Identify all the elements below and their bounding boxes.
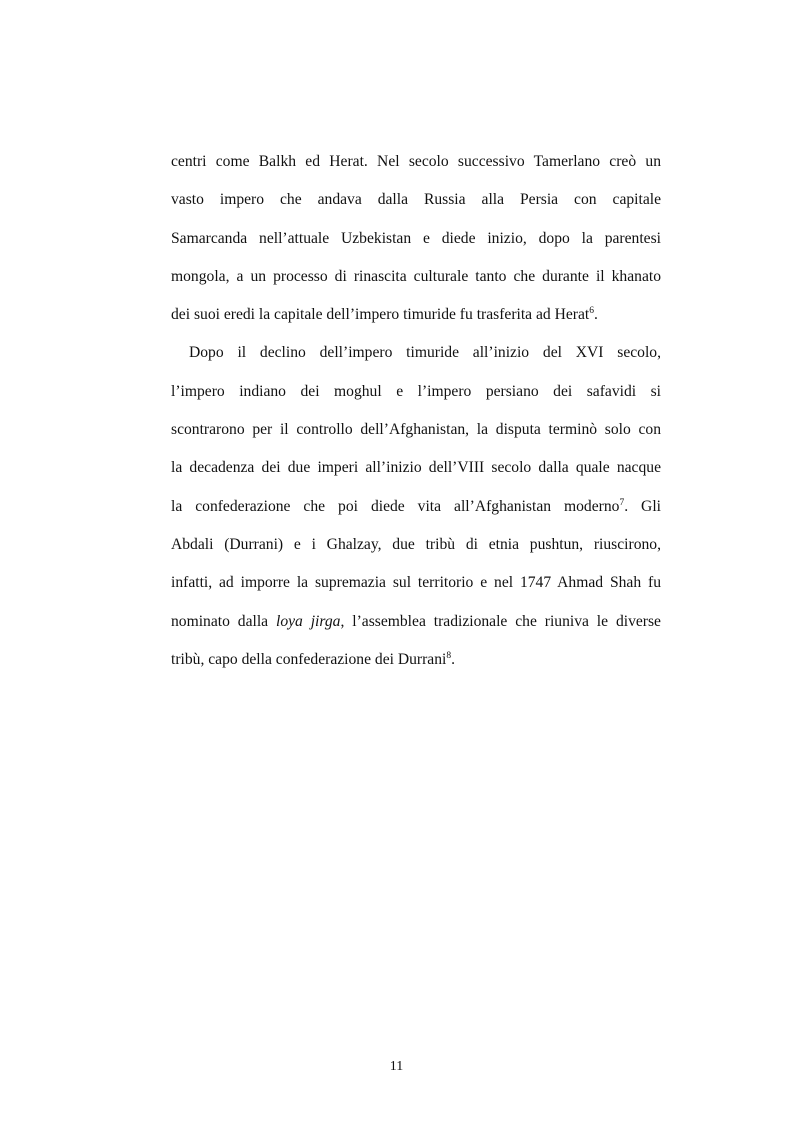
text-line: mongola, a un processo di rinascita culturale tanto che durante il khanato bbox=[171, 267, 661, 285]
body-text bbox=[171, 149, 661, 685]
paragraph bbox=[171, 340, 661, 685]
text-line: vasto impero che andava dalla Russia alla Persia con capitale bbox=[171, 191, 661, 209]
text-line: tribù, capo della confederazione dei Durrani$^8$. bbox=[171, 650, 456, 668]
text-line: Abdali (Durrani) e i Ghalzay, due tribù di etnia pushtun, riuscirono, bbox=[171, 535, 661, 553]
footnote-ref: 6 bbox=[589, 306, 595, 317]
text-line: Samarcanda nell’attuale Uzbekistan e diede inizio, dopo la parentesi bbox=[171, 229, 661, 247]
page-number: 11 bbox=[389, 1059, 404, 1074]
text-line: l’impero indiano dei moghul e l’impero persiano dei safavidi si bbox=[171, 382, 661, 400]
text-line: infatti, ad imporre la supremazia sul territorio e nel 1747 Ahmad Shah fu bbox=[171, 574, 661, 592]
footnote-ref: 8 bbox=[446, 650, 452, 661]
text-line: centri come Balkh ed Herat. Nel secolo successivo Tamerlano creò un bbox=[171, 153, 661, 170]
italic-term: loya jirga bbox=[275, 612, 341, 630]
text-line: nominato dalla loya jirga, l’assemblea tradizionale che riuniva le diverse bbox=[171, 612, 661, 630]
paragraph bbox=[171, 149, 661, 340]
text-line: la confederazione che poi diede vita all’Afghanistan moderno$^7$. Gli bbox=[171, 497, 661, 515]
text-line: la decadenza dei due imperi all’inizio dell’VIII secolo dalla quale nacque bbox=[171, 459, 661, 477]
text-line: dei suoi eredi la capitale dell’impero timuride fu trasferita ad Herat$^6$. bbox=[171, 306, 598, 324]
text-line: Dopo il declino dell’impero timuride all’inizio del XVI secolo, bbox=[189, 344, 661, 362]
footnote-ref: 7 bbox=[619, 497, 625, 508]
text-line: scontrarono per il controllo dell’Afghanistan, la disputa terminò solo con bbox=[171, 421, 661, 439]
